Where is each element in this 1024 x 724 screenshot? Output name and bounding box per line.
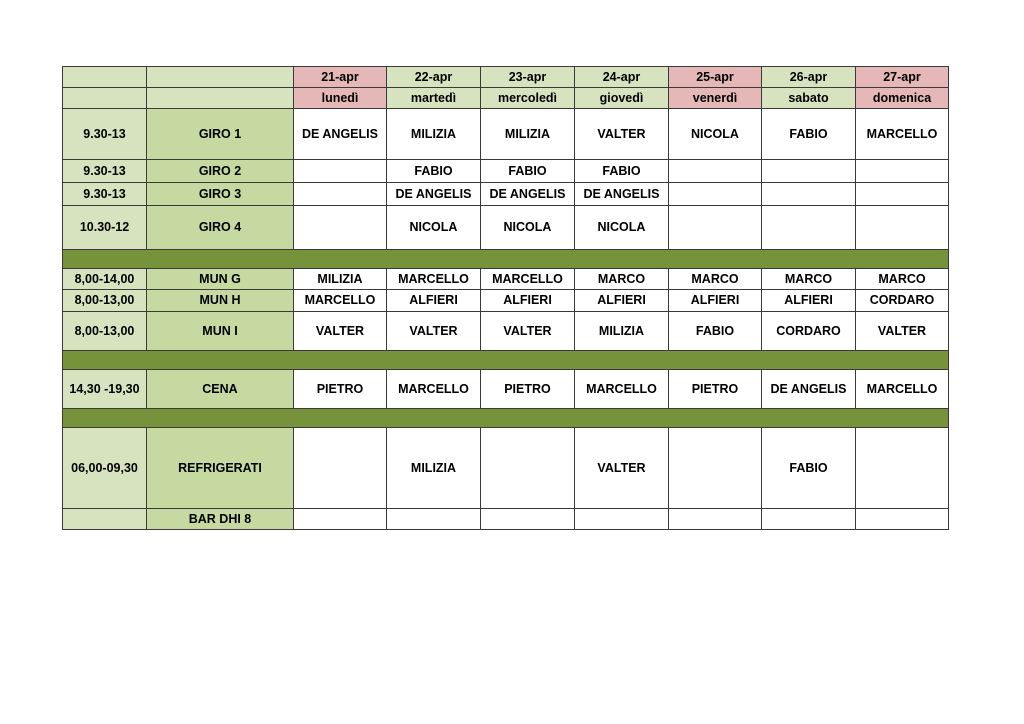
assignee-cell: [669, 160, 762, 183]
weekday-header: giovedì: [575, 88, 669, 109]
weekday-header: martedì: [387, 88, 481, 109]
assignee-cell: [575, 509, 669, 530]
date-header: 25-apr: [669, 67, 762, 88]
assignee-cell: VALTER: [481, 312, 575, 351]
shift-name-cell: MUN G: [147, 269, 294, 290]
assignee-cell: NICOLA: [481, 206, 575, 250]
time-slot-cell: 9.30-13: [63, 183, 147, 206]
assignee-cell: ALFIERI: [481, 290, 575, 312]
assignee-cell: MARCO: [575, 269, 669, 290]
assignee-cell: PIETRO: [294, 370, 387, 409]
section-separator: [63, 409, 949, 428]
assignee-cell: [294, 160, 387, 183]
date-header: 21-apr: [294, 67, 387, 88]
schedule-row: [63, 269, 949, 290]
schedule-row: [63, 312, 949, 351]
assignee-cell: FABIO: [762, 428, 856, 509]
time-slot-cell: 9.30-13: [63, 109, 147, 160]
shift-name-cell: BAR DHI 8: [147, 509, 294, 530]
weekday-header-row: [63, 88, 949, 109]
assignee-cell: [481, 509, 575, 530]
schedule-row: [63, 183, 949, 206]
assignee-cell: MARCELLO: [481, 269, 575, 290]
header-corner-cell: [147, 88, 294, 109]
section-separator: [63, 351, 949, 370]
assignee-cell: FABIO: [481, 160, 575, 183]
assignee-cell: MILIZIA: [575, 312, 669, 351]
assignee-cell: MARCELLO: [294, 290, 387, 312]
assignee-cell: VALTER: [387, 312, 481, 351]
schedule-row: [63, 206, 949, 250]
assignee-cell: FABIO: [669, 312, 762, 351]
assignee-cell: [856, 428, 949, 509]
assignee-cell: MARCO: [762, 269, 856, 290]
assignee-cell: FABIO: [575, 160, 669, 183]
assignee-cell: CORDARO: [762, 312, 856, 351]
assignee-cell: MARCELLO: [856, 370, 949, 409]
date-header: 26-apr: [762, 67, 856, 88]
assignee-cell: PIETRO: [481, 370, 575, 409]
time-slot-cell: 9.30-13: [63, 160, 147, 183]
assignee-cell: VALTER: [856, 312, 949, 351]
weekday-header: sabato: [762, 88, 856, 109]
weekday-header: lunedì: [294, 88, 387, 109]
assignee-cell: PIETRO: [669, 370, 762, 409]
date-header: 27-apr: [856, 67, 949, 88]
schedule-row: [63, 428, 949, 509]
assignee-cell: [669, 428, 762, 509]
assignee-cell: [669, 183, 762, 206]
section-separator: [63, 250, 949, 269]
time-slot-cell: 06,00-09,30: [63, 428, 147, 509]
assignee-cell: NICOLA: [387, 206, 481, 250]
assignee-cell: DE ANGELIS: [294, 109, 387, 160]
assignee-cell: ALFIERI: [669, 290, 762, 312]
assignee-cell: MILIZIA: [294, 269, 387, 290]
assignee-cell: [762, 509, 856, 530]
assignee-cell: FABIO: [387, 160, 481, 183]
schedule-row: [63, 370, 949, 409]
assignee-cell: MILIZIA: [481, 109, 575, 160]
shift-name-cell: GIRO 1: [147, 109, 294, 160]
date-header: 23-apr: [481, 67, 575, 88]
date-header: 22-apr: [387, 67, 481, 88]
shift-name-cell: REFRIGERATI: [147, 428, 294, 509]
time-slot-cell: 10.30-12: [63, 206, 147, 250]
schedule-row: [63, 109, 949, 160]
section-separator-row: [63, 250, 949, 269]
assignee-cell: DE ANGELIS: [762, 370, 856, 409]
assignee-cell: [294, 509, 387, 530]
assignee-cell: DE ANGELIS: [387, 183, 481, 206]
assignee-cell: ALFIERI: [387, 290, 481, 312]
shift-name-cell: GIRO 3: [147, 183, 294, 206]
time-slot-cell: 8,00-14,00: [63, 269, 147, 290]
assignee-cell: MILIZIA: [387, 428, 481, 509]
assignee-cell: [762, 206, 856, 250]
section-separator-row: [63, 409, 949, 428]
assignee-cell: [856, 509, 949, 530]
assignee-cell: MARCELLO: [856, 109, 949, 160]
weekday-header: venerdì: [669, 88, 762, 109]
shift-name-cell: GIRO 4: [147, 206, 294, 250]
schedule-row: [63, 290, 949, 312]
assignee-cell: [669, 206, 762, 250]
shift-name-cell: MUN H: [147, 290, 294, 312]
assignee-cell: VALTER: [294, 312, 387, 351]
assignee-cell: VALTER: [575, 109, 669, 160]
assignee-cell: [856, 160, 949, 183]
schedule-row: [63, 509, 949, 530]
assignee-cell: NICOLA: [669, 109, 762, 160]
assignee-cell: MARCELLO: [387, 370, 481, 409]
assignee-cell: MILIZIA: [387, 109, 481, 160]
assignee-cell: FABIO: [762, 109, 856, 160]
date-header-row: [63, 67, 949, 88]
assignee-cell: CORDARO: [856, 290, 949, 312]
assignee-cell: NICOLA: [575, 206, 669, 250]
assignee-cell: [481, 428, 575, 509]
section-separator-row: [63, 351, 949, 370]
assignee-cell: MARCO: [856, 269, 949, 290]
assignee-cell: ALFIERI: [575, 290, 669, 312]
assignee-cell: VALTER: [575, 428, 669, 509]
assignee-cell: [294, 428, 387, 509]
assignee-cell: DE ANGELIS: [575, 183, 669, 206]
shift-name-cell: MUN I: [147, 312, 294, 351]
assignee-cell: MARCELLO: [387, 269, 481, 290]
time-slot-cell: 8,00-13,00: [63, 312, 147, 351]
assignee-cell: [669, 509, 762, 530]
shift-name-cell: CENA: [147, 370, 294, 409]
weekday-header: mercoledì: [481, 88, 575, 109]
assignee-cell: [762, 183, 856, 206]
assignee-cell: [856, 183, 949, 206]
time-slot-cell: [63, 509, 147, 530]
assignee-cell: [294, 206, 387, 250]
weekday-header: domenica: [856, 88, 949, 109]
schedule-body: [63, 67, 949, 530]
time-slot-cell: 14,30 -19,30: [63, 370, 147, 409]
assignee-cell: [856, 206, 949, 250]
header-corner-cell: [63, 67, 147, 88]
assignee-cell: [762, 160, 856, 183]
shift-schedule-table: [62, 66, 949, 530]
assignee-cell: DE ANGELIS: [481, 183, 575, 206]
assignee-cell: [294, 183, 387, 206]
header-corner-cell: [147, 67, 294, 88]
header-corner-cell: [63, 88, 147, 109]
assignee-cell: MARCELLO: [575, 370, 669, 409]
assignee-cell: ALFIERI: [762, 290, 856, 312]
date-header: 24-apr: [575, 67, 669, 88]
shift-name-cell: GIRO 2: [147, 160, 294, 183]
assignee-cell: MARCO: [669, 269, 762, 290]
time-slot-cell: 8,00-13,00: [63, 290, 147, 312]
assignee-cell: [387, 509, 481, 530]
schedule-row: [63, 160, 949, 183]
